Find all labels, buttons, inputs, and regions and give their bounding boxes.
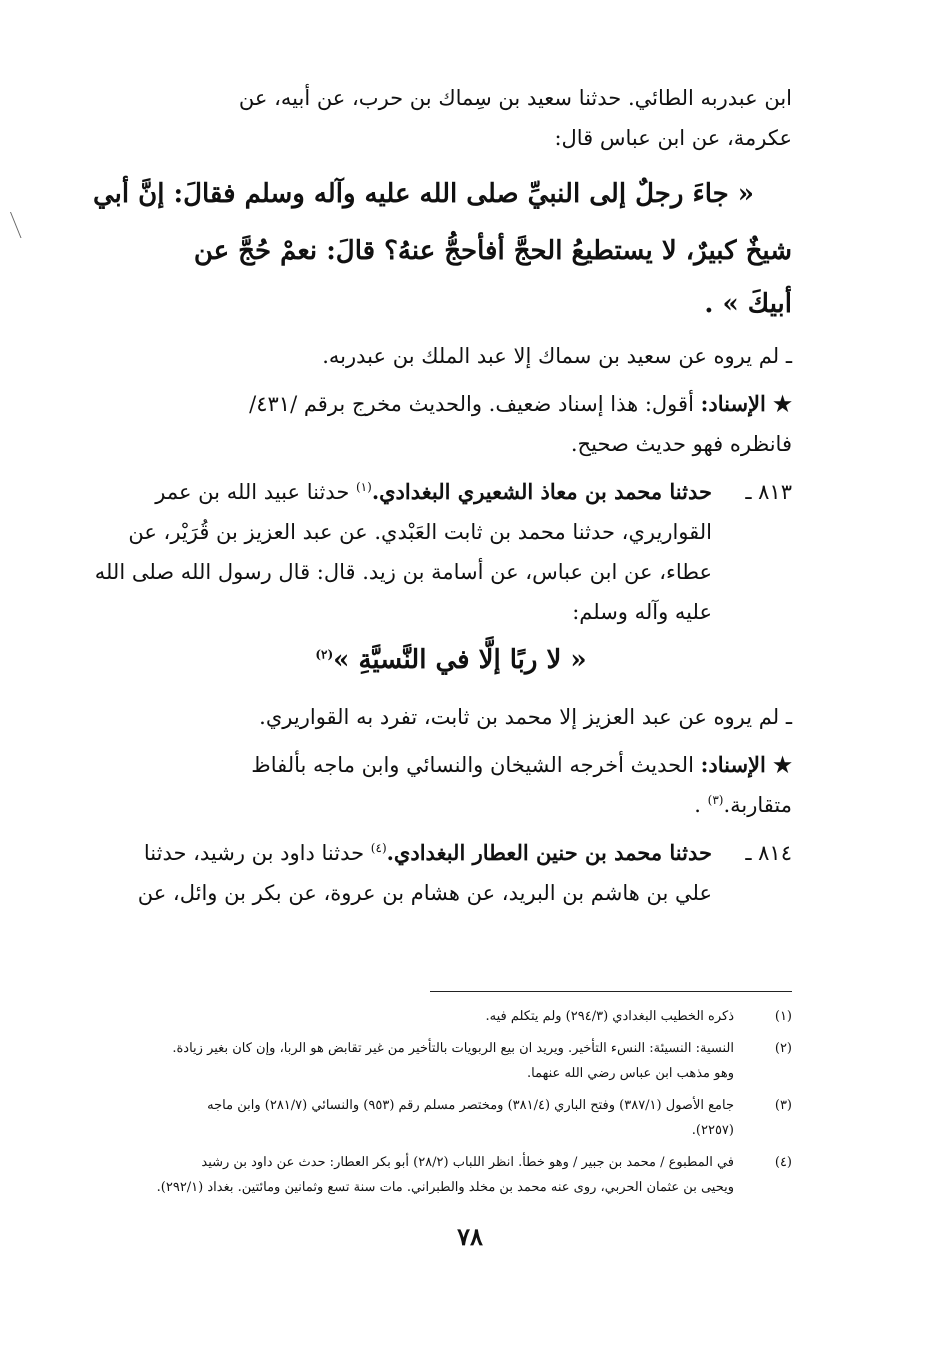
hadith-entry-814: [50, 833, 792, 873]
isnad-line: [50, 384, 792, 424]
hadith-entry-813: [50, 472, 792, 512]
footnote-ref-4[interactable]: (٤): [370, 841, 387, 855]
footnote-line: في المطبوع / محمد بن جبير / وهو خطأ. انظر اللباب (٢٨/٢) أبو بكر العطار: حدث عن داود بن رشيد: [201, 1155, 734, 1170]
footnote-number: (٣): [774, 1098, 792, 1113]
isnad-cont: [50, 785, 792, 825]
chain-text: حدثنا محمد بن حنين العطار البغدادي.: [386, 840, 712, 865]
hadith-chain-first-line: [50, 472, 712, 512]
footnote-line: ويحيى بن عثمان الحربي، روى عنه محمد بن مخلد والطبراني. مات سنة تسع وثمانين ومائتين. بغداد (٢٩٢/١).: [156, 1180, 734, 1195]
footnotes: [50, 1004, 792, 1207]
isnad-cont-text: متقاربة.: [723, 793, 792, 817]
footnote-1: [50, 1004, 792, 1029]
isnad-text: أقول: هذا إسناد ضعيف. والحديث مخرج برقم /٤٣١/: [249, 392, 694, 416]
hadith-text-line: شيخٌ كبيرٌ، لا يستطيعُ الحجَّ أفأحجُّ عنهُ؟ قالَ: نعمْ حُجَّ عن: [193, 236, 792, 266]
chain-line: علي بن هاشم بن البريد، عن هشام بن عروة، عن بكر بن وائل، عن: [137, 881, 712, 905]
footnote-text: [50, 1036, 734, 1086]
scan-edge-mark: [0, 212, 22, 238]
footnote-4: [50, 1150, 792, 1200]
isnad-label: ★ الإسناد:: [700, 391, 792, 416]
footnote-number: (٢): [774, 1041, 792, 1056]
footnote-separator: [430, 991, 792, 992]
footnote-ref-2[interactable]: (٢): [315, 647, 334, 662]
chain-line: عكرمة، عن ابن عباس قال:: [554, 126, 792, 150]
isnad-text: الحديث أخرجه الشيخان والنسائي وابن ماجه بألفاظ: [251, 753, 694, 777]
chain-line: القواريري، حدثنا محمد بن ثابت العَبْدي. عن عبد العزيز بن قُرَيْر، عن: [128, 520, 712, 544]
footnote-number: (١): [774, 1009, 792, 1024]
chain-text: حدثنا داود بن رشيد، حدثنا: [143, 841, 371, 865]
footnote-line: وهو مذهب ابن عباس رضي الله عنهما.: [527, 1066, 734, 1081]
hadith-text-line: أبيكَ » .: [704, 289, 792, 319]
remark: ـ لم يروه عن سعيد بن سماك إلا عبد الملك بن عبدربه.: [322, 344, 792, 368]
isnad-label: ★ الإسناد:: [700, 752, 792, 777]
isnad-line: [50, 745, 792, 785]
remark: ـ لم يروه عن عبد العزيز إلا محمد بن ثابت، تفرد به القواريري.: [259, 705, 792, 729]
chain-line: عطاء، عن ابن عباس، عن أسامة بن زيد. قال: قال رسول الله صلى الله: [94, 560, 712, 584]
page-number: ٧٨: [457, 1222, 483, 1251]
footnote-line: النسية: النسيئة: النسء التأخير. ويريد ان بيع الربويات بالتأخير من غير تقابض هو الربا، وإن كان بغير زيادة.: [172, 1041, 734, 1056]
footnote-3: [50, 1093, 792, 1143]
chain-line: ابن عبدربه الطائي. حدثنا سعيد بن سِماك بن حرب، عن أبيه، عن: [238, 86, 792, 110]
isnad-cont-end: .: [694, 793, 708, 817]
chain-text: حدثنا عبيد الله بن عمر: [155, 480, 356, 504]
footnote-text: [50, 1093, 734, 1143]
footnote-text: [50, 1004, 734, 1029]
hadith-chain-first-line: [50, 833, 712, 873]
footnote-ref-1[interactable]: (١): [355, 480, 372, 494]
chain-text: حدثنا محمد بن معاذ الشعيري البغدادي.: [371, 479, 712, 504]
footnote-text: [50, 1150, 734, 1200]
footnote-2: [50, 1036, 792, 1086]
main-text: [50, 78, 792, 913]
footnote-ref-3[interactable]: (٣): [707, 793, 724, 807]
footnote-line: جامع الأصول (٣٨٧/١) وفتح الباري (٣٨١/٤) ومختصر مسلم رقم (٩٥٣) والنسائي (٢٨١/٧) وابن ماجه: [207, 1098, 734, 1113]
footnote-number: (٤): [774, 1155, 792, 1170]
footnote-line: ذكره الخطيب البغدادي (٢٩٤/٣) ولم يتكلم فيه.: [485, 1009, 734, 1024]
footnote-line: (٢٢٥٧).: [691, 1123, 734, 1138]
hadith-text: « لا ربًا إلَّا في النَّسيَّةِ »: [333, 645, 587, 675]
hadith-number: ٨١٣ ـ: [745, 480, 792, 504]
chain-line: عليه وآله وسلم:: [572, 600, 712, 624]
hadith-text-line: [50, 632, 792, 689]
isnad-cont: فانظره فهو حديث صحيح.: [570, 432, 792, 456]
hadith-number: ٨١٤ ـ: [745, 841, 792, 865]
hadith-text-line: « جاءَ رجلٌ إلى النبيِّ صلى الله عليه وآله وسلم فقالَ: إنَّ أبي: [92, 179, 754, 209]
